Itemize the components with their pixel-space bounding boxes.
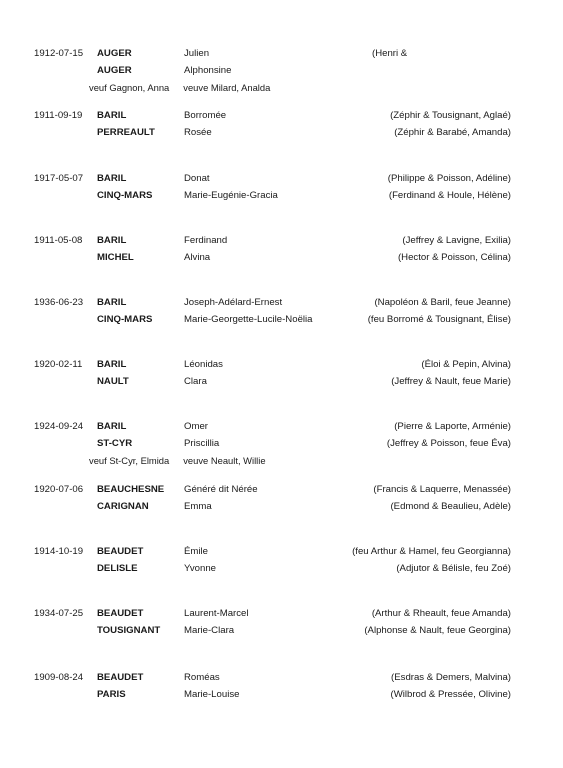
bride-given-name: Alvina (184, 252, 211, 263)
bride-surname: PERREAULT (97, 127, 155, 138)
groom-line (0, 170, 563, 187)
bride-given-name: Emma (184, 501, 212, 512)
bride-surname: CARIGNAN (97, 501, 149, 512)
bride-given-name: Marie-Louise (184, 689, 240, 700)
groom-given-name: Donat (184, 173, 210, 184)
groom-surname: BEAUDET (97, 546, 144, 557)
groom-parents: (Henri & (372, 48, 408, 59)
groom-widower-note: veuf Gagnon, Anna (89, 82, 170, 93)
groom-line (0, 356, 563, 373)
groom-given-name: Généré dit Nérée (184, 484, 258, 495)
marriage-date: 1914-10-19 (34, 546, 84, 557)
bride-given-name: Yvonne (184, 563, 217, 574)
bride-line (0, 686, 563, 703)
marriage-date: 1924-09-24 (34, 421, 84, 432)
marriage-entry (0, 418, 563, 469)
groom-given-name: Joseph-Adélard-Ernest (184, 297, 283, 308)
groom-line (0, 45, 563, 62)
bride-line (0, 124, 563, 141)
bride-parents: (Edmond & Beaulieu, Adèle) (390, 501, 511, 512)
bride-line (0, 498, 563, 515)
groom-surname: BEAUDET (97, 608, 144, 619)
marriage-entry (0, 232, 563, 266)
groom-line (0, 669, 563, 686)
bride-line (0, 311, 563, 328)
groom-given-name: Julien (184, 48, 210, 59)
groom-line (0, 543, 563, 560)
bride-surname: CINQ-MARS (97, 190, 153, 201)
bride-widow-note: veuve Neault, Willie (183, 455, 266, 466)
bride-given-name: Marie-Eugénie-Gracia (184, 190, 278, 201)
groom-line (0, 605, 563, 622)
bride-parents: (Jeffrey & Nault, feue Marie) (391, 376, 511, 387)
groom-parents: (Pierre & Laporte, Arménie) (394, 421, 511, 432)
marriage-entry (0, 543, 563, 577)
marriage-date: 1911-09-19 (34, 110, 83, 121)
bride-given-name: Alphonsine (184, 65, 232, 76)
groom-surname: BARIL (97, 421, 127, 432)
groom-surname: BEAUDET (97, 672, 144, 683)
widowhood-note (0, 79, 563, 96)
groom-parents: (Arthur & Rheault, feue Amanda) (371, 608, 511, 619)
bride-line (0, 622, 563, 639)
bride-parents: (Jeffrey & Poisson, feue Éva) (386, 438, 511, 449)
marriage-date: 1911-05-08 (34, 235, 83, 246)
bride-line (0, 62, 563, 79)
bride-given-name: Rosée (184, 127, 212, 138)
marriage-entry (0, 170, 563, 204)
groom-line (0, 294, 563, 311)
bride-surname: MICHEL (97, 252, 134, 263)
groom-parents: (Francis & Laquerre, Menassée) (373, 484, 511, 495)
marriage-entry (0, 669, 563, 703)
groom-parents: (feu Arthur & Hamel, feu Georgianna) (352, 546, 511, 557)
bride-given-name: Priscillia (184, 438, 220, 449)
bride-parents: (Hector & Poisson, Célina) (397, 252, 511, 263)
marriage-entry (0, 356, 563, 390)
bride-surname: ST-CYR (97, 438, 133, 449)
widowhood-note (0, 452, 563, 469)
bride-line (0, 435, 563, 452)
marriage-entry (0, 481, 563, 515)
bride-surname: PARIS (97, 689, 126, 700)
groom-surname: BEAUCHESNE (97, 484, 165, 495)
groom-line (0, 107, 563, 124)
marriage-date: 1920-07-06 (34, 484, 84, 495)
groom-surname: BARIL (97, 110, 127, 121)
groom-surname: BARIL (97, 359, 127, 370)
marriage-entry (0, 294, 563, 328)
bride-line (0, 249, 563, 266)
groom-surname: BARIL (97, 235, 127, 246)
marriage-entry (0, 605, 563, 639)
marriage-date: 1920-02-11 (34, 359, 83, 370)
groom-parents: (Éloi & Pepin, Alvina) (421, 359, 511, 370)
bride-surname: NAULT (97, 376, 129, 387)
bride-parents: (Zéphir & Barabé, Amanda) (394, 127, 511, 138)
bride-parents: (Adjutor & Bélisle, feu Zoé) (396, 563, 511, 574)
groom-given-name: Ferdinand (184, 235, 228, 246)
groom-given-name: Borromée (184, 110, 227, 121)
groom-given-name: Roméas (184, 672, 220, 683)
groom-line (0, 232, 563, 249)
marriage-date: 1917-05-07 (34, 173, 84, 184)
marriage-entry (0, 107, 563, 141)
bride-parents: (Wilbrod & Pressée, Olivine) (390, 689, 511, 700)
groom-parents: (Esdras & Demers, Malvina) (391, 672, 511, 683)
groom-parents: (Napoléon & Baril, feue Jeanne) (374, 297, 511, 308)
bride-widow-note: veuve Milard, Analda (183, 82, 271, 93)
groom-parents: (Zéphir & Tousignant, Aglaé) (390, 110, 511, 121)
bride-surname: TOUSIGNANT (97, 625, 161, 636)
groom-parents: (Jeffrey & Lavigne, Exilia) (402, 235, 511, 246)
bride-line (0, 373, 563, 390)
bride-surname: DELISLE (97, 563, 138, 574)
groom-given-name: Laurent-Marcel (184, 608, 249, 619)
groom-line (0, 418, 563, 435)
bride-parents: (Alphonse & Nault, feue Georgina) (364, 625, 511, 636)
marriage-date: 1909-08-24 (34, 672, 84, 683)
marriage-date: 1934-07-25 (34, 608, 84, 619)
bride-surname: CINQ-MARS (97, 314, 153, 325)
marriage-date: 1936-06-23 (34, 297, 84, 308)
marriage-date: 1912-07-15 (34, 48, 84, 59)
groom-surname: BARIL (97, 297, 127, 308)
bride-given-name: Marie-Clara (184, 625, 235, 636)
groom-line (0, 481, 563, 498)
bride-given-name: Clara (184, 376, 207, 387)
marriage-entry (0, 45, 563, 96)
groom-given-name: Émile (184, 546, 208, 557)
bride-line (0, 187, 563, 204)
bride-given-name: Marie-Georgette-Lucile-Noëlia (184, 314, 313, 325)
groom-surname: BARIL (97, 173, 127, 184)
bride-parents: (feu Borromé & Tousignant, Élise) (367, 314, 511, 325)
groom-surname: AUGER (97, 48, 132, 59)
groom-given-name: Omer (184, 421, 208, 432)
groom-widower-note: veuf St-Cyr, Elmida (89, 455, 170, 466)
groom-given-name: Léonidas (184, 359, 223, 370)
bride-line (0, 560, 563, 577)
bride-parents: (Ferdinand & Houle, Hélène) (388, 190, 511, 201)
bride-surname: AUGER (97, 65, 132, 76)
groom-parents: (Philippe & Poisson, Adéline) (387, 173, 511, 184)
